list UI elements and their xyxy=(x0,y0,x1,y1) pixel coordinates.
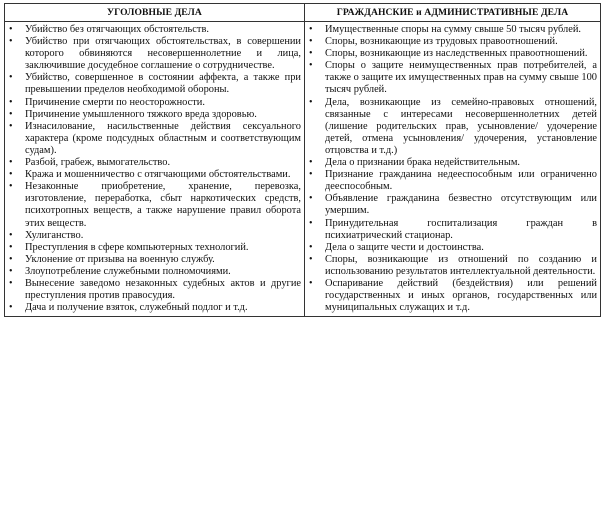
table-header-row xyxy=(5,4,601,22)
list-item-text: Убийство без отягчающих обстоятельств. xyxy=(25,24,209,35)
list-item-text: Злоупотребление служебными полномочиями. xyxy=(25,265,231,277)
bullet-icon: • xyxy=(9,36,13,48)
list-item xyxy=(305,36,597,48)
list-item-text: Хулиганство. xyxy=(25,229,84,241)
document-table-wrapper xyxy=(4,3,600,499)
list-item xyxy=(305,218,597,242)
criminal-cases-cell xyxy=(5,22,305,317)
list-item xyxy=(305,97,597,157)
list-item xyxy=(305,193,597,217)
bullet-icon: • xyxy=(9,157,13,169)
list-item-text: Признание гражданина недееспособным или ограниченно дееспособным. xyxy=(325,169,597,193)
bullet-icon: • xyxy=(309,277,313,289)
list-item-text: Дача и получение взяток, служебный подлог и т.д. xyxy=(25,302,248,314)
list-item xyxy=(5,181,301,229)
criminal-cases-header: УГОЛОВНЫЕ ДЕЛА xyxy=(5,4,305,22)
list-item-text: Причинение умышленного тяжкого вреда здоровью. xyxy=(25,108,257,120)
list-item xyxy=(5,97,301,109)
bullet-icon: • xyxy=(309,193,313,205)
bullet-icon: • xyxy=(309,169,313,181)
bullet-icon: • xyxy=(9,72,13,84)
list-item xyxy=(305,169,597,193)
list-item-text: Дела о защите чести и достоинства. xyxy=(325,241,484,253)
bullet-icon: • xyxy=(309,24,313,35)
list-item-text: Дела, возникающие из семейно-правовых отношений, связанные с интересами несовершеннолетних детей (лишение родительских прав, усыновление/ удочерение детей, отмена усыновления/ удочерения, установление отцовства и т.д.) xyxy=(325,96,597,156)
list-item-text: Преступления в сфере компьютерных технологий. xyxy=(25,241,249,253)
bullet-icon: • xyxy=(9,229,13,241)
bullet-icon: • xyxy=(309,60,313,72)
bullet-icon: • xyxy=(9,108,13,120)
list-item xyxy=(5,302,301,314)
list-item-text: Оспаривание действий (бездействия) или решений государственных и иных органов, государственных или муниципальных служащих и т.д. xyxy=(325,277,597,314)
bullet-icon: • xyxy=(9,241,13,253)
list-item-text: Принудительная госпитализация граждан в психиатрический стационар. xyxy=(325,217,597,241)
list-item xyxy=(5,266,301,278)
jurisdiction-table xyxy=(4,3,601,317)
list-item xyxy=(5,254,301,266)
table-body-row xyxy=(5,22,601,317)
list-item-text: Имущественные споры на сумму свыше 50 тысяч рублей. xyxy=(325,24,581,35)
list-item xyxy=(305,60,597,96)
list-item-text: Споры, возникающие из наследственных правоотношений. xyxy=(325,48,588,60)
bullet-icon: • xyxy=(9,120,13,132)
bullet-icon: • xyxy=(309,217,313,229)
list-item-text: Незаконные приобретение, хранение, перевозка, изготовление, переработка, сбыт наркотических средств, психотропных веществ, а также нарушение правил оборота этих веществ. xyxy=(25,181,301,229)
list-item-text: Изнасилование, насильственные действия сексуального характера (кроме подсудных областным и соответствующим судам). xyxy=(25,120,301,156)
list-item-text: Объявление гражданина безвестно отсутствующим или умершим. xyxy=(325,193,597,217)
list-item xyxy=(5,121,301,157)
bullet-icon: • xyxy=(309,48,313,60)
civil-cases-header: ГРАЖДАНСКИЕ и АДМИНИСТРАТИВНЫЕ ДЕЛА xyxy=(305,4,601,22)
bullet-icon: • xyxy=(9,96,13,108)
list-item-text: Вынесение заведомо незаконных судебных актов и другие преступления против правосудия. xyxy=(25,277,301,302)
list-item-text: Дела о признании брака недействительным. xyxy=(325,157,520,169)
bullet-icon: • xyxy=(309,253,313,265)
civil-cases-cell xyxy=(305,22,601,317)
criminal-cases-list xyxy=(5,24,301,314)
bullet-icon: • xyxy=(309,241,313,253)
list-item xyxy=(5,278,301,302)
list-item xyxy=(5,36,301,72)
list-item-text: Убийство при отягчающих обстоятельствах, в совершении которого обвиняются несовершеннолетние и лица, заключившие досудебное соглашение о сотрудничестве. xyxy=(25,36,301,72)
list-item-text: Причинение смерти по неосторожности. xyxy=(25,96,205,108)
list-item xyxy=(305,24,597,36)
list-item-text: Споры, возникающие из трудовых правоотношений. xyxy=(325,36,558,48)
list-item xyxy=(5,24,301,36)
list-item xyxy=(5,109,301,121)
list-item-text: Кража и мошенничество с отягчающими обстоятельствами. xyxy=(25,169,291,181)
bullet-icon: • xyxy=(9,277,13,289)
bullet-icon: • xyxy=(9,265,13,277)
bullet-icon: • xyxy=(309,36,313,48)
bullet-icon: • xyxy=(9,302,13,314)
bullet-icon: • xyxy=(9,181,13,193)
list-item xyxy=(305,157,597,169)
bullet-icon: • xyxy=(9,253,13,265)
civil-cases-list xyxy=(305,24,597,314)
bullet-icon: • xyxy=(309,157,313,169)
list-item xyxy=(5,230,301,242)
list-item xyxy=(5,242,301,254)
list-item-text: Разбой, грабеж, вымогательство. xyxy=(25,157,171,169)
list-item-text: Споры, возникающие из отношений по созданию и использованию результатов интеллектуальной деятельности. xyxy=(325,253,597,277)
list-item-text: Убийство, совершенное в состоянии аффекта, а также при превышении пределов необходимой обороны. xyxy=(25,72,301,96)
list-item-text: Споры о защите неимущественных прав потребителей, а также о защите их имущественных прав на сумму свыше 100 тысяч рублей. xyxy=(325,60,597,96)
list-item xyxy=(305,278,597,314)
list-item xyxy=(5,157,301,169)
list-item xyxy=(305,254,597,278)
bullet-icon: • xyxy=(9,169,13,181)
list-item xyxy=(5,169,301,181)
bullet-icon: • xyxy=(309,96,313,108)
bullet-icon: • xyxy=(9,24,13,35)
list-item xyxy=(305,242,597,254)
list-item xyxy=(305,48,597,60)
list-item xyxy=(5,72,301,96)
list-item-text: Уклонение от призыва на военную службу. xyxy=(25,253,215,265)
